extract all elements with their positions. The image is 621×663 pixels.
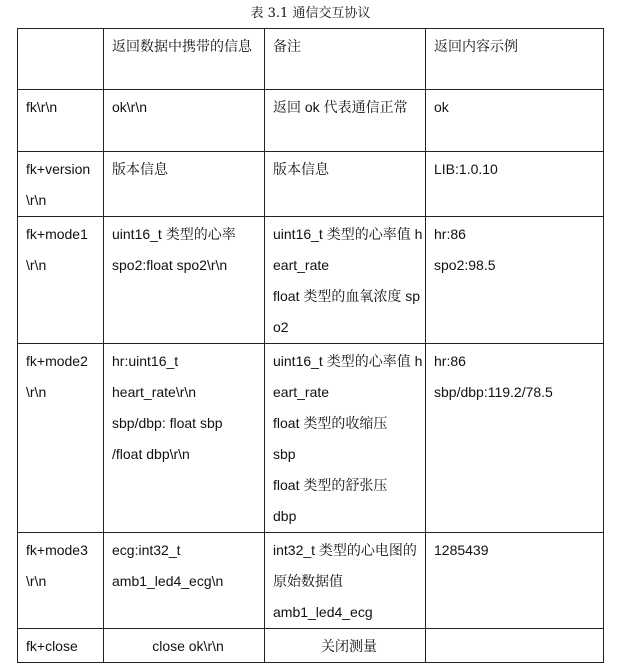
note-cell: uint16_t 类型的心率值 heart_rate float 类型的收缩压 sbp float 类型的舒张压 dbp bbox=[265, 344, 426, 533]
example-cell: hr:86 spo2:98.5 bbox=[426, 217, 604, 344]
command-cell: fk+close bbox=[18, 629, 104, 663]
table-row bbox=[18, 90, 604, 152]
example-cell: ok bbox=[426, 90, 604, 152]
protocol-table bbox=[17, 28, 604, 663]
header-cell-command bbox=[18, 29, 104, 90]
header-cell-returned-data: 返回数据中携带的信息 bbox=[104, 29, 265, 90]
table-row bbox=[18, 533, 604, 629]
example-cell: LIB:1.0.10 bbox=[426, 152, 604, 217]
command-cell: fk+version \r\n bbox=[18, 152, 104, 217]
note-cell: 关闭测量 bbox=[265, 629, 426, 663]
returned-data-cell: close ok\r\n bbox=[104, 629, 265, 663]
command-cell: fk+mode2 \r\n bbox=[18, 344, 104, 533]
note-cell: uint16_t 类型的心率值 heart_rate float 类型的血氧浓度 spo2 bbox=[265, 217, 426, 344]
example-cell bbox=[426, 629, 604, 663]
returned-data-cell: ok\r\n bbox=[104, 90, 265, 152]
header-cell-example: 返回内容示例 bbox=[426, 29, 604, 90]
example-cell: hr:86 sbp/dbp:119.2/78.5 bbox=[426, 344, 604, 533]
table-row bbox=[18, 152, 604, 217]
command-cell: fk+mode3 \r\n bbox=[18, 533, 104, 629]
example-cell: 1285439 bbox=[426, 533, 604, 629]
note-cell: 版本信息 bbox=[265, 152, 426, 217]
returned-data-cell: 版本信息 bbox=[104, 152, 265, 217]
note-cell: 返回 ok 代表通信正常 bbox=[265, 90, 426, 152]
header-row bbox=[18, 29, 604, 90]
command-cell: fk+mode1 \r\n bbox=[18, 217, 104, 344]
table-row bbox=[18, 344, 604, 533]
command-cell: fk\r\n bbox=[18, 90, 104, 152]
note-cell: int32_t 类型的心电图的原始数据值 amb1_led4_ecg bbox=[265, 533, 426, 629]
returned-data-cell: uint16_t 类型的心率 spo2:float spo2\r\n bbox=[104, 217, 265, 344]
table-caption: 表 3.1 通信交互协议 bbox=[250, 6, 371, 21]
returned-data-cell: hr:uint16_t heart_rate\r\n sbp/dbp: float sbp /float dbp\r\n bbox=[104, 344, 265, 533]
header-cell-note: 备注 bbox=[265, 29, 426, 90]
table-row bbox=[18, 629, 604, 663]
returned-data-cell: ecg:int32_t amb1_led4_ecg\n bbox=[104, 533, 265, 629]
table-row bbox=[18, 217, 604, 344]
